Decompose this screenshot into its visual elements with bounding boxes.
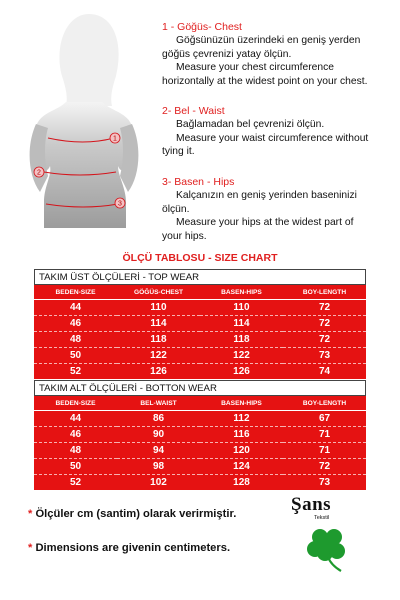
table-cell: 73 (318, 477, 331, 488)
table-cell: 128 (233, 477, 250, 488)
table-cell: 122 (117, 348, 200, 364)
brand-logo-subtitle: Tekstil (314, 515, 330, 521)
measure-line: Measure your hips at the widest part of (176, 217, 354, 228)
table-cell: 67 (283, 411, 366, 427)
table-cell: 72 (283, 459, 366, 475)
table-cell: 50 (34, 459, 117, 475)
table-row (34, 427, 366, 443)
table-cell: 110 (200, 300, 283, 316)
table-cell: 118 (117, 332, 200, 348)
bottom-wear-table (34, 396, 366, 490)
col-header: BOY-LENGTH (283, 396, 366, 411)
col-header: BEL-WAIST (117, 396, 200, 411)
measure-line: your hips. (162, 230, 207, 242)
table-row (34, 364, 366, 380)
measure-line: tying it. (162, 146, 195, 157)
table-row (34, 300, 366, 316)
table-header-row (34, 396, 366, 411)
col-header: BASEN-HIPS (200, 285, 283, 300)
note-text: Dimensions are givenin centimeters. (35, 542, 231, 554)
measure-line: Bağlamadan bel çevrenizi ölçün. (176, 119, 325, 130)
measure-heading: 3- Basen - Hips (162, 176, 235, 188)
table-cell: 114 (200, 316, 283, 332)
measure-heading: 1 - Göğüs- Chest (162, 21, 242, 33)
table-cell: 94 (117, 443, 200, 459)
table-row (34, 316, 366, 332)
table-cell: 46 (34, 316, 117, 332)
marker-label-1: 1 (113, 135, 117, 143)
table-cell: 98 (117, 459, 200, 475)
table-row (34, 443, 366, 459)
table-cell: 71 (283, 443, 366, 459)
table-row (34, 332, 366, 348)
table-cell: 110 (117, 300, 200, 316)
table-cell: 120 (200, 443, 283, 459)
marker-waist (34, 167, 44, 177)
clover-icon (301, 523, 353, 573)
size-chart-title: ÖLÇÜ TABLOSU - SIZE CHART (122, 252, 278, 264)
measure-hips (162, 176, 398, 243)
table-cell: 73 (283, 348, 366, 364)
table-cell: 86 (117, 411, 200, 427)
table-cell: 118 (200, 332, 283, 348)
table-row (34, 348, 366, 364)
body-silhouette (14, 6, 154, 228)
table-cell: 90 (117, 427, 200, 443)
note-units-en (28, 542, 230, 554)
measure-line: ölçün. (162, 203, 190, 215)
table-cell: 44 (34, 300, 117, 316)
measure-line: göğüs çevrenizi yatay ölçün. (162, 48, 292, 60)
table-cell: 122 (200, 348, 283, 364)
note-units-tr (28, 508, 236, 520)
table-cell: 72 (283, 332, 366, 348)
table-cell: 48 (34, 332, 117, 348)
table-cell: 74 (318, 366, 331, 377)
col-header: BEDEN-SIZE (34, 396, 117, 411)
table-cell: 72 (283, 300, 366, 316)
table-cell: 44 (34, 411, 117, 427)
table-cell: 112 (200, 411, 283, 427)
note-star: * (28, 508, 33, 520)
measure-line: Measure your chest circumference (176, 62, 334, 73)
table-cell: 72 (283, 316, 366, 332)
measure-heading: 2- Bel - Waist (162, 105, 225, 117)
table-cell: 126 (233, 366, 250, 377)
measure-line: Göğsünüzün üzerindeki en geniş yerden (176, 35, 361, 46)
col-header: GÖĞÜS-CHEST (117, 285, 200, 300)
table-cell: 114 (117, 316, 200, 332)
table-row (34, 411, 366, 427)
table-cell: 50 (34, 348, 117, 364)
table-cell: 102 (150, 477, 167, 488)
measure-line: horizontally at the widest point on your chest. (162, 75, 368, 87)
table-cell: 52 (69, 477, 82, 488)
top-wear-caption: TAKIM ÜST ÖLÇÜLERİ - TOP WEAR (34, 269, 366, 285)
table-cell: 52 (69, 366, 82, 377)
marker-label-2: 2 (37, 169, 41, 177)
bottom-wear-caption: TAKIM ALT ÖLÇÜLERİ - BOTTON WEAR (34, 380, 366, 396)
table-cell: 124 (200, 459, 283, 475)
marker-hips (115, 198, 125, 208)
marker-chest (110, 133, 120, 143)
brand-logo-text: Şans (291, 494, 332, 515)
col-header: BEDEN-SIZE (34, 285, 117, 300)
table-header-row (34, 285, 366, 300)
table-cell: 46 (34, 427, 117, 443)
note-text: Ölçüler cm (santim) olarak verirmiştir. (35, 508, 237, 520)
table-row (34, 475, 366, 491)
measure-line: Measure your waist circumference without (176, 132, 369, 144)
table-row (34, 459, 366, 475)
table-cell: 126 (150, 366, 167, 377)
table-cell: 48 (34, 443, 117, 459)
col-header: BASEN-HIPS (200, 396, 283, 411)
top-wear-table (34, 285, 366, 379)
table-cell: 116 (200, 427, 283, 443)
measure-line: Kalçanızın en geniş yerinden baseninizi (176, 190, 357, 201)
marker-label-3: 3 (118, 200, 122, 208)
measure-waist (162, 105, 398, 159)
measure-chest (162, 21, 398, 88)
note-star: * (28, 542, 33, 554)
table-cell: 71 (283, 427, 366, 443)
col-header: BOY-LENGTH (283, 285, 366, 300)
